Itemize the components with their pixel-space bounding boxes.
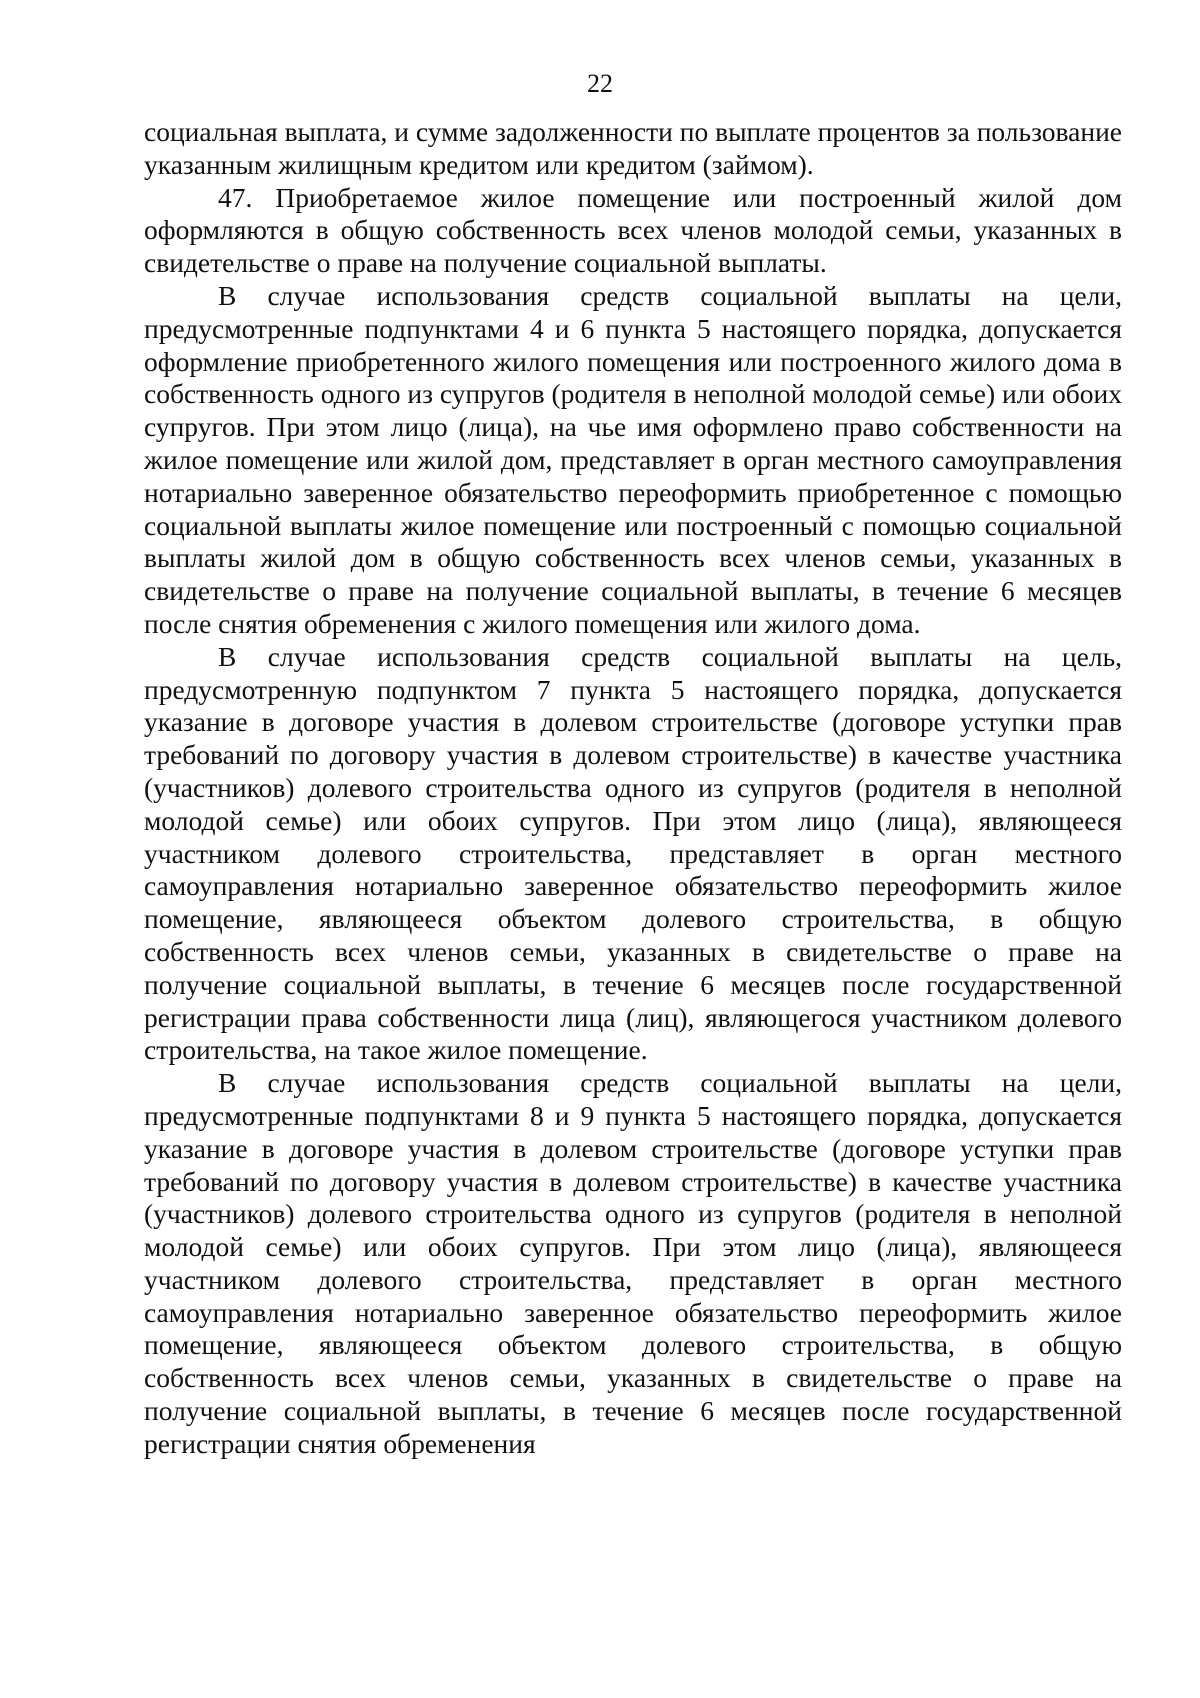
paragraph-continuation: социальная выплата, и сумме задолженности по выплате процентов за пользование указанным жилищным кредитом или кредитом (займом).: [144, 116, 1122, 180]
page-number: 22: [587, 69, 613, 98]
paragraph-subclauses-8-9: В случае использования средств социальной выплаты на цели, предусмотренные подпунктами 8 и 9 пункта 5 настоящего порядка, допускается указание в договоре участия в долевом строительстве (договоре уступки прав требований по договору участия в долевом строительстве) в качестве участника (участников) долевого строительства одного из супругов (родителя в неполной молодой семье) или обоих супругов. При этом лицо (лица), являющееся участником долевого строительства, представляет в орган местного самоуправления нотариально заверенное обязательство переоформить жилое помещение, являющееся объектом долевого строительства, в общую собственность всех членов семьи, указанных в свидетельстве о праве на получение социальной выплаты, в течение 6 месяцев после государственной регистрации снятия обременения: [144, 1067, 1122, 1459]
paragraph-subclause-7: В случае использования средств социальной выплаты на цель, предусмотренную подпунктом 7 пункта 5 настоящего порядка, допускается указание в договоре участия в долевом строительстве (договоре уступки прав требований по договору участия в долевом строительстве) в качестве участника (участников) долевого строительства одного из супругов (родителя в неполной молодой семье) или обоих супругов. При этом лицо (лица), являющееся участником долевого строительства, представляет в орган местного самоуправления нотариально заверенное обязательство переоформить жилое помещение, являющееся объектом долевого строительства, в общую собственность всех членов семьи, указанных в свидетельстве о праве на получение социальной выплаты, в течение 6 месяцев после государственной регистрации права собственности лица (лиц), являющегося участником долевого строительства, на такое жилое помещение.: [144, 640, 1122, 1066]
paragraph-subclauses-4-6: В случае использования средств социальной выплаты на цели, предусмотренные подпунктами 4 и 6 пункта 5 настоящего порядка, допускается оформление приобретенного жилого помещения или построенного жилого дома в собственность одного из супругов (родителя в неполной молодой семье) или обоих супругов. При этом лицо (лица), на чье имя оформлено право собственности на жилое помещение или жилой дом, представляет в орган местного самоуправления нотариально заверенное обязательство переоформить приобретенное с помощью социальной выплаты жилое помещение или построенный с помощью социальной выплаты жилой дом в общую собственность всех членов семьи, указанных в свидетельстве о праве на получение социальной выплаты, в течение 6 месяцев после снятия обременения с жилого помещения или жилого дома.: [144, 279, 1122, 639]
paragraph-clause-47: 47. Приобретаемое жилое помещение или построенный жилой дом оформляются в общую собственность всех членов молодой семьи, указанных в свидетельстве о праве на получение социальной выплаты.: [144, 181, 1122, 279]
document-body: [144, 116, 1122, 1461]
